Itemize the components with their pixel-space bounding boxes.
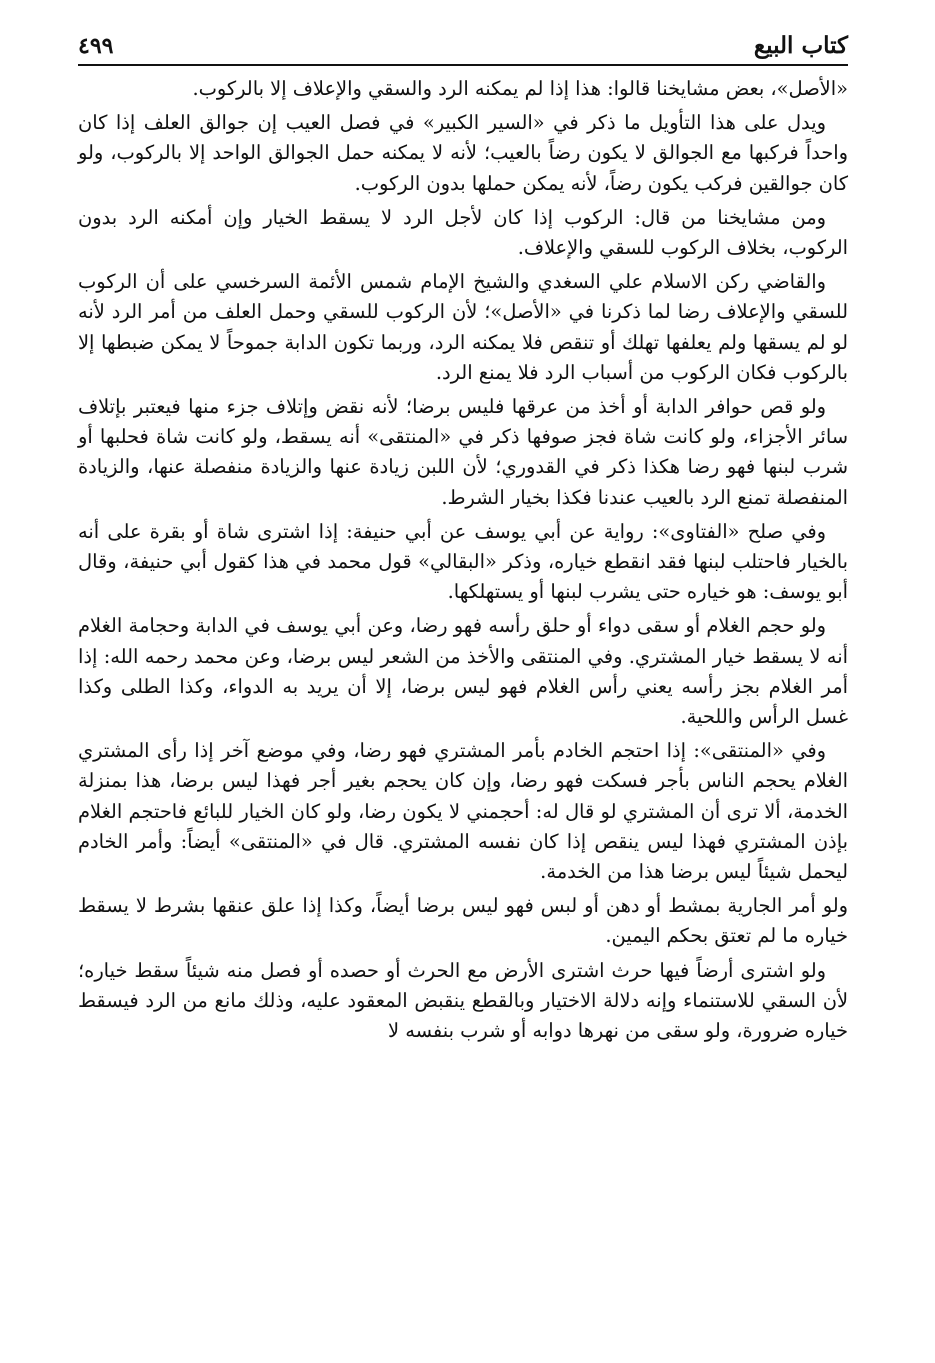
paragraph-1: «الأصل»، بعض مشايخنا قالوا: هذا إذا لم يمكنه الرد والسقي والإعلاف إلا بالركوب. (192, 77, 848, 100)
paragraph-8: وفي «المنتقى»: إذا احتجم الخادم بأمر المشتري فهو رضا، وفي موضع آخر إذا رأى المشتري الغلام يحجم الناس بأجر فسكت فهو رضا، وإن كان يحجم بغير أجر فهذا ليس برضا، هذا بمنزلة الخدمة، ألا ترى أن المشتري لو قال له: أحجمني لا يكون رضا، ولو كان الخيار للبائع فاحتجم الغلام بإذن المشتري فهذا ليس ينقص إذا كان نفسه المشتري. قال في «المنتقى» أيضاً: وأمر الخادم ليحمل شيئاً ليس برضا هذا من الخدمة. (78, 739, 848, 884)
paragraph-9: ولو أمر الجارية بمشط أو دهن أو لبس فهو ليس برضا أيضاً، وكذا إذا علق عنقها بشرط لا يسقط خياره ما لم تعتق بحكم اليمين. (78, 894, 848, 948)
running-header (78, 22, 848, 66)
paragraph-5: ولو قص حوافر الدابة أو أخذ من عرقها فليس برضا؛ لأنه نقض وإتلاف جزء منها فيعتبر بإتلاف سائر الأجزاء، ولو كانت شاة فجز صوفها ذكر في «المنتقى» أنه يسقط، ولو كانت شاة فحلبها أو شرب لبنها فهو رضا هكذا ذكر في القدوري؛ لأن اللبن زيادة عنها والزيادة منفصلة عنها، والزيادة المنفصلة تمنع الرد بالعيب عندنا فكذا بخيار الشرط. (78, 395, 848, 509)
paragraph-7: ولو حجم الغلام أو سقى دواء أو حلق رأسه فهو رضا، وعن أبي يوسف في الدابة وحجامة الغلام أنه لا يسقط خيار المشتري. وفي المنتقى والأخذ من الشعر ليس برضا، وعن محمد رحمه الله: إذا أمر الغلام بجز رأسه يعني رأس الغلام فهو ليس برضا، إلا أن يريد به الدواء، وكذا الطلى وكذا غسل الرأس واللحية. (78, 614, 848, 729)
page-number: ٤٩٩ (78, 33, 114, 59)
paragraph-3: ومن مشايخنا من قال: الركوب إذا كان لأجل الرد لا يسقط الخيار وإن أمكنه الرد بدون الركوب، بخلاف الركوب للسقي والإعلاف. (78, 205, 848, 260)
book-title: كتاب البيع (753, 32, 848, 59)
paragraph-6: وفي صلح «الفتاوى»: رواية عن أبي يوسف عن أبي حنيفة: إذا اشترى شاة أو بقرة على أنه بالخيار فاحتلب لبنها فقد انقطع خياره، وذكر «البقالي» قول محمد في هذا كقول أبي حنيفة، وقال أبو يوسف: هو خياره حتى يشرب لبنها أو يستهلكها. (78, 519, 848, 604)
paragraph-2: ويدل على هذا التأويل ما ذكر في «السير الكبير» في فصل العيب إن جوالق العلف إذا كان واحداً فركبها مع الجوالق لا يكون رضاً بالعيب؛ لأنه لا يمكنه حمل الجوالق الواحد إلا بالركوب، ولو كان جوالقين فركب يكون رضاً، لأنه يمكن حملها بدون الركوب. (78, 111, 848, 195)
page-body (78, 74, 848, 1046)
paragraph-4: والقاضي ركن الاسلام علي السغدي والشيخ الإمام شمس الأئمة السرخسي على أن الركوب للسقي والإعلاف رضا لما ذكرنا في «الأصل»؛ لأن الركوب للسقي وحمل العلف من أمر الرد لأنه لو لم يسقها ولم يعلفها تهلك أو تنقص فلا يمكنه الرد، وربما تكون الدابة جموحاً لا يمكن ضبطها إلا بالركوب فكان الركوب من أسباب الرد فلا يمنع الرد. (78, 270, 848, 384)
paragraph-10: ولو اشترى أرضاً فيها حرث اشترى الأرض مع الحرث أو حصده أو فصل منه شيئاً سقط خياره؛ لأن السقي للاستنماء وإنه دلالة الاختيار وبالقطع ينقبض المعقود عليه، وذلك مانع من الرد فيسقط خياره ضرورة، ولو سقى من نهرها دوابه أو شرب بنفسه لا (78, 958, 848, 1043)
book-page (78, 22, 848, 1352)
